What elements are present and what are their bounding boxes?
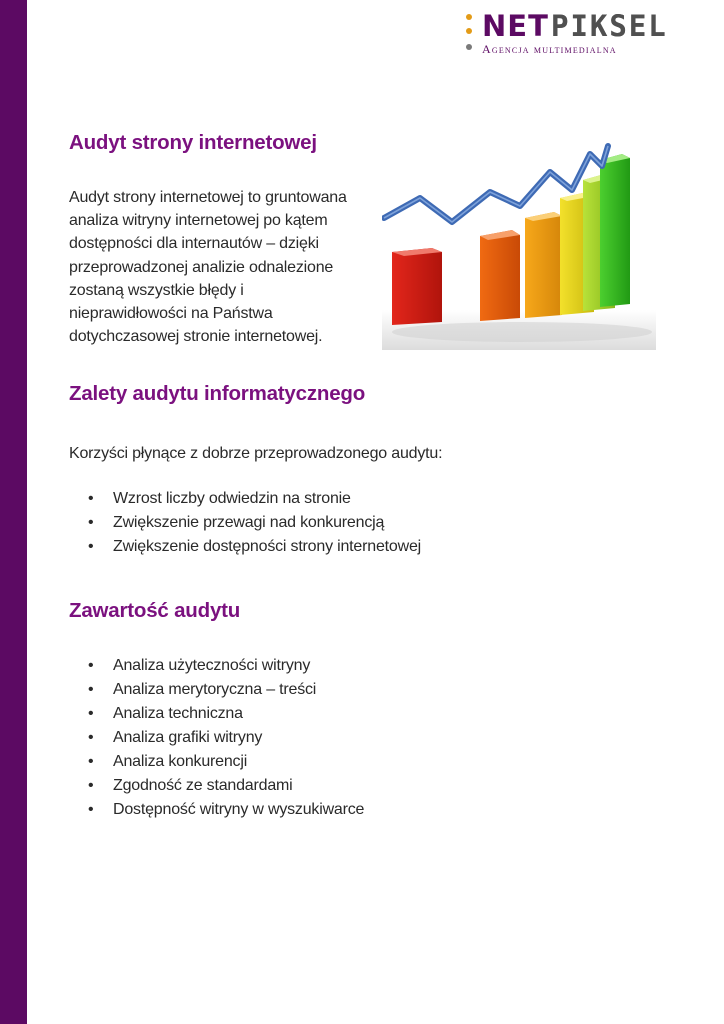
list-item: • Analiza techniczna <box>88 702 364 726</box>
list-item: • Zwiększenie przewagi nad konkurencją <box>88 511 421 535</box>
intro-line: nieprawidłowości na Państwa <box>69 305 273 323</box>
company-logo <box>462 8 668 58</box>
intro-line: dostępności dla internautów – dzięki <box>69 235 319 253</box>
list-item: • Wzrost liczby odwiedzin na stronie <box>88 487 421 511</box>
list-item: • Analiza użyteczności witryny <box>88 654 364 678</box>
side-accent-bar <box>0 0 27 1024</box>
heading-benefits: Zalety audytu informatycznego <box>69 382 366 405</box>
heading-audit: Audyt strony internetowej <box>69 131 317 154</box>
list-item: • Zwiększenie dostępności strony internetowej <box>88 535 421 559</box>
list-item: • Zgodność ze standardami <box>88 774 364 798</box>
logo-tagline: Agencja multimedialna <box>482 42 617 56</box>
logo-dots-icon <box>462 14 476 54</box>
intro-line: przeprowadzonej analizie odnalezione <box>69 258 334 276</box>
list-item: • Analiza konkurencji <box>88 750 364 774</box>
logo-name-net: NET <box>482 9 549 43</box>
heading-contents: Zawartość audytu <box>69 599 241 622</box>
intro-line: zostaną wszystkie błędy i <box>69 281 244 299</box>
list-item: • Analiza grafiki witryny <box>88 726 364 750</box>
intro-line: Audyt strony internetowej to gruntowana <box>69 189 347 206</box>
growth-bar-chart-icon <box>382 140 656 350</box>
benefits-list <box>88 487 421 559</box>
intro-line: analiza witryny internetowej po kątem <box>69 212 328 230</box>
intro-line: dotychczasowej stronie internetowej. <box>69 328 323 346</box>
benefits-lead: Korzyści płynące z dobrze przeprowadzonego audytu: <box>69 445 443 462</box>
list-item: • Analiza merytoryczna – treści <box>88 678 364 702</box>
contents-list <box>88 654 364 822</box>
intro-paragraph <box>69 186 369 348</box>
logo-name-piksel: PIKSEL <box>551 9 668 43</box>
list-item: • Dostępność witryny w wyszukiwarce <box>88 798 364 822</box>
